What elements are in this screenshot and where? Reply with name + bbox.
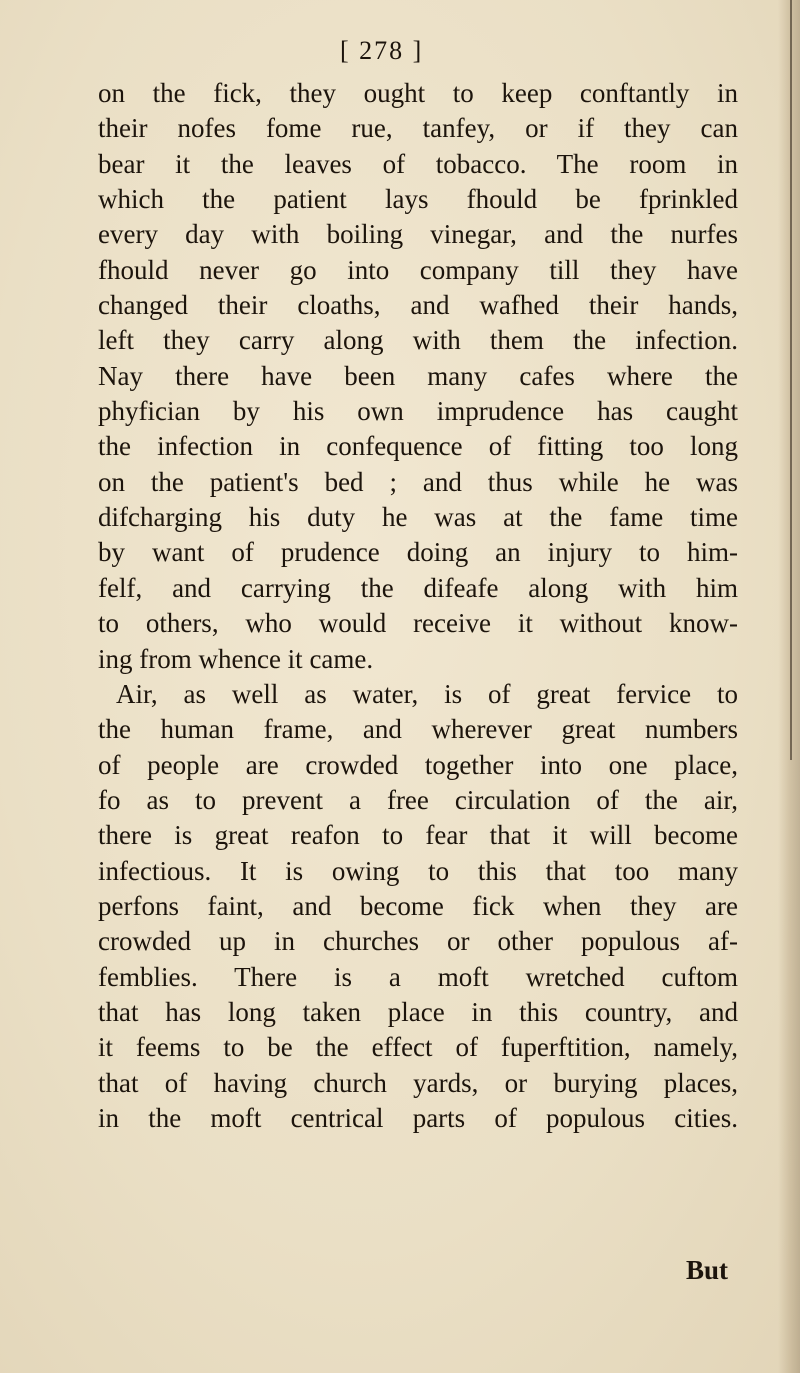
text-line: crowded up in churches or other populous af-: [98, 926, 738, 957]
text-line: on the fick, they ought to keep conftantly in: [98, 78, 738, 108]
text-line: to others, who would receive it without know-: [98, 608, 738, 639]
text-line: by want of prudence doing an injury to him-: [98, 537, 738, 568]
text-line: felf, and carrying the difeafe along with him: [98, 572, 738, 603]
page-edge-shadow: [778, 0, 800, 1373]
text-line: it feems to be the effect of fuperftition, namely,: [98, 1032, 738, 1063]
text-line: perfons faint, and become fick when they are: [98, 890, 738, 921]
text-line: fo as to prevent a free circulation of the air,: [98, 784, 738, 815]
text-line: fhould never go into company till they have: [98, 254, 738, 285]
paragraph-start-line: Air, as well as water, is of great fervice to: [116, 678, 738, 709]
text-line: that has long taken place in this country, and: [98, 996, 738, 1027]
text-line: that of having church yards, or burying places,: [98, 1067, 738, 1098]
text-line: difcharging his duty he was at the fame time: [98, 502, 738, 533]
text-line: on the patient's bed ; and thus while he was: [98, 466, 738, 497]
text-line: femblies. There is a moft wretched cuftom: [98, 961, 738, 992]
text-line: bear it the leaves of tobacco. The room in: [98, 148, 738, 179]
text-line: changed their cloaths, and wafhed their hands,: [98, 290, 738, 321]
page-edge-line: [790, 0, 792, 760]
text-line: Nay there have been many cafes where the: [98, 360, 738, 391]
paragraph-end-line: ing from whence it came.: [98, 643, 374, 674]
page-number-header: [ 278 ]: [340, 36, 424, 65]
text-line: in the moft centrical parts of populous cities.: [98, 1102, 738, 1133]
text-line: the infection in confequence of fitting too long: [98, 431, 738, 462]
catchword: But: [686, 1255, 729, 1285]
body-text: [98, 76, 738, 1136]
text-line: which the patient lays fhould be fprinkled: [98, 184, 738, 215]
text-line: the human frame, and wherever great numbers: [98, 714, 738, 745]
text-line: infectious. It is owing to this that too many: [98, 855, 738, 886]
text-line: there is great reafon to fear that it will become: [98, 820, 738, 851]
text-line: of people are crowded together into one place,: [98, 749, 738, 780]
text-line: every day with boiling vinegar, and the nurfes: [98, 219, 738, 250]
text-line: left they carry along with them the infection.: [98, 325, 738, 356]
text-line: phyfician by his own imprudence has caught: [98, 396, 738, 427]
text-line: their nofes fome rue, tanfey, or if they can: [98, 113, 738, 144]
